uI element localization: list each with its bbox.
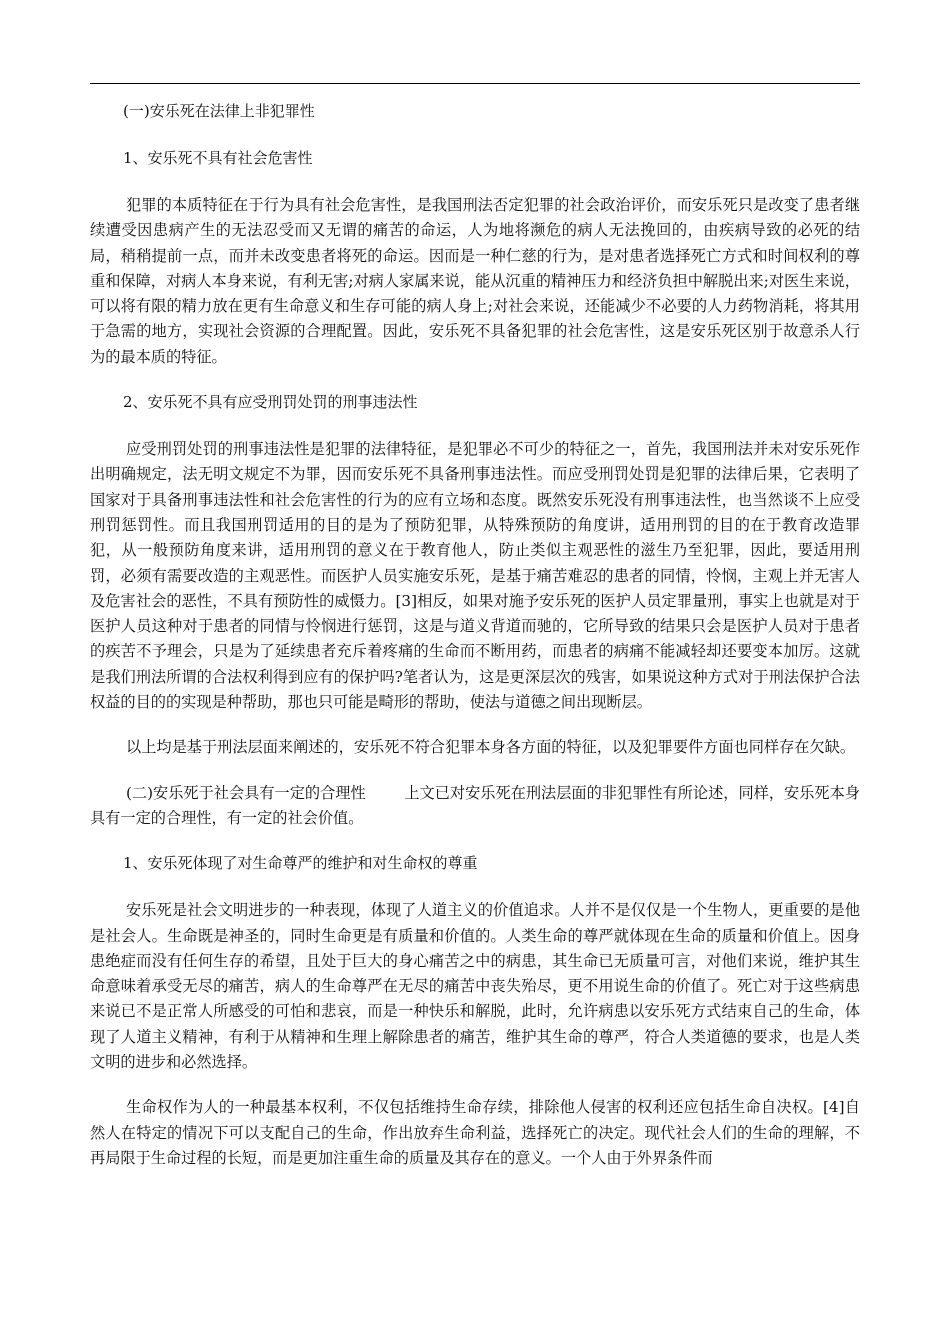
paragraph-life-dignity: 安乐死是社会文明进步的一种表现，体现了人道主义的价值追求。人并不是仅仅是一个生物人，更重要的是他是社会人。生命既是神圣的，同时生命更是有质量和价值的。人类生命的尊严就体现在生命的质量和价值上。因身患绝症而没有任何生存的希望，且处于巨大的身心痛苦之中的病患，其生命已无质量可言，对他们来说，维护其生命意味着承受无尽的痛苦，病人的生命尊严在无尽的痛苦中丧失殆尽，更不用说生命的价值了。死亡对于这些病患来说已不是正常人所感受的可怕和悲哀，而是一种快乐和解脱，此时，允许病患以安乐死方式结束自己的生命，体现了人道主义精神，有利于从精神和生理上解除患者的痛苦，维护其生命的尊严，符合人类道德的要求，也是人类文明的进步和必然选择。	[90, 901, 860, 1072]
header-rule	[90, 83, 860, 84]
section-2-intro-text: 上文已对安乐死在刑法层面的非犯罪性有所论述，同样，安乐死本身具有一定的合理性，有一定的社会价值。	[90, 783, 860, 827]
paragraph-section-2-intro	[90, 781, 860, 832]
paragraph-summary: 以上均是基于刑法层面来阐述的，安乐死不符合犯罪本身各方面的特征，以及犯罪要件方面也同样存在欠缺。	[126, 738, 855, 757]
paragraph-criminal-illegality: 应受刑罚处罚的刑事违法性是犯罪的法律特征，是犯罪必不可少的特征之一，首先，我国刑法并未对安乐死作出明确规定，法无明文规定不为罪，因而安乐死不具备刑事违法性。而应受刑罚处罚是犯罪的法律后果，它表明了国家对于具备刑事违法性和社会危害性的行为的应有立场和态度。既然安乐死没有刑事违法性，也当然谈不上应受刑罚惩罚性。而且我国刑罚适用的目的是为了预防犯罪，从特殊预防的角度讲，适用刑罚的目的在于教育改造罪犯，从一般预防角度来讲，适用刑罚的意义在于教育他人，防止类似主观恶性的滋生乃至犯罪，因此，要适用刑罚，必须有需要改造的主观恶性。而医护人员实施安乐死，是基于痛苦难忍的患者的同情，怜悯，主观上并无害人及危害社会的恶性，不具有预防性的威慑力。[3]相反，如果对施予安乐死的医护人员定罪量刑，事实上也就是对于医护人员这种对于患者的同情与怜悯进行惩罚，这是与道义背道而驰的，它所导致的结果只会是医护人员对于患者的疾苦不予理会，只是为了延续患者充斥着疼痛的生命而不断用药，而患者的病痛不能减轻却还要变本加厉。这就是我们刑法所谓的合法权利得到应有的保护吗?笔者认为，这是更深层次的残害，如果说这种方式对于刑法保护合法权益的目的的实现是种帮助，那也只可能是畸形的帮助，使法与道德之间出现断层。	[90, 440, 860, 712]
document-body	[90, 99, 860, 1171]
subsection-heading-1-1: 1、安乐死不具有社会危害性	[123, 149, 313, 167]
section-heading-2: (二)安乐死于社会具有一定的合理性	[126, 783, 366, 802]
subsection-heading-1-2: 2、安乐死不具有应受刑罚处罚的刑事违法性	[123, 393, 418, 412]
subsection-heading-2-1: 1、安乐死体现了对生命尊严的维护和对生命权的尊重	[123, 854, 478, 873]
paragraph-social-harm: 犯罪的本质特征在于行为具有社会危害性，是我国刑法否定犯罪的社会政治评价，而安乐死只是改变了患者继续遭受因患病产生的无法忍受而又无谓的痛苦的命运，人为地将濒危的病人无法挽回的，由疾病导致的必死的结局，稍稍提前一点，而并未改变患者将死的命运。因而是一种仁慈的行为，是对患者选择死亡方式和时间权利的尊重和保障，对病人本身来说，有利无害;对病人家属来说，能从沉重的精神压力和经济负担中解脱出来;对医生来说，可以将有限的精力放在更有生命意义和生存可能的病人身上;对社会来说，还能减少不必要的人力药物消耗，将其用于急需的地方，实现社会资源的合理配置。因此，安乐死不具备犯罪的社会危害性，这是安乐死区别于故意杀人行为的最本质的特征。	[90, 196, 860, 366]
section-heading-1: (一)安乐死在法律上非犯罪性	[123, 102, 315, 120]
paragraph-right-to-life: 生命权作为人的一种最基本权利，不仅包括维持生命存续，排除他人侵害的权利还应包括生命自决权。[4]自然人在特定的情况下可以支配自己的生命，作出放弃生命利益，选择死亡的决定。现代社会人们的生命的理解，不再局限于生命过程的长短，而是更加注重生命的质量及其存在的意义。一个人由于外界条件而	[90, 1098, 860, 1167]
